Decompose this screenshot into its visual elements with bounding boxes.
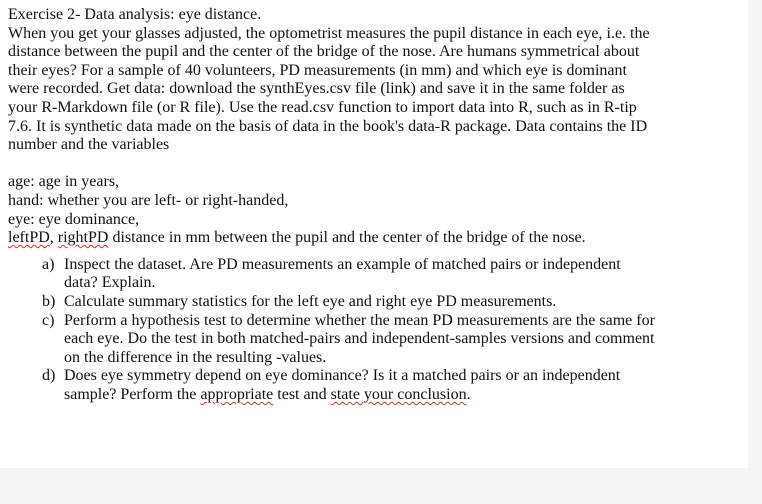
question-d (42, 367, 740, 404)
question-line: Inspect the dataset. Are PD measurements an example of matched pairs or independent (64, 255, 621, 273)
question-a (42, 256, 740, 293)
document-content (8, 6, 740, 404)
question-marker: b) (42, 292, 56, 310)
spellcheck-word-rightpd: rightPD (57, 229, 109, 247)
blank-line (8, 155, 740, 174)
intro-line: were recorded. Get data: download the synthEyes.csv file (link) and save it in the same folder as (8, 80, 625, 98)
question-line: Perform a hypothesis test to determine whether the mean PD measurements are the same for (64, 311, 655, 329)
intro-line: 7.6. It is synthetic data made on the basis of data in the book's data-R package. Data contains the ID (8, 117, 648, 135)
question-line: Does eye symmetry depend on eye dominance? Is it a matched pairs or an independent (64, 367, 621, 385)
variable-age: age: age in years, (8, 173, 120, 191)
question-line: on the difference in the resulting -values. (64, 348, 327, 366)
spellcheck-word-leftpd: leftPD (8, 229, 50, 247)
intro-line: their eyes? For a sample of 40 volunteers, PD measurements (in mm) and which eye is dominant (8, 61, 627, 79)
intro-line: distance between the pupil and the center of the bridge of the nose. Are humans symmetrical about (8, 43, 640, 61)
question-c (42, 312, 740, 368)
question-line (64, 386, 740, 405)
question-marker: d) (42, 367, 56, 385)
variable-pd-separator: , (49, 229, 58, 247)
intro-line: your R-Markdown file (or R file). Use the read.csv function to import data into R, such as in R-tip (8, 98, 637, 116)
question-line: each eye. Do the test in both matched-pairs and independent-samples versions and comment (64, 330, 655, 348)
question-line: Calculate summary statistics for the left eye and right eye PD measurements. (64, 292, 557, 310)
variable-pd-description: distance in mm between the pupil and the center of the bridge of the nose. (108, 229, 586, 247)
spellcheck-word-appropriate: appropriate (200, 385, 274, 403)
question-line: data? Explain. (64, 274, 156, 292)
question-text: sample? Perform the (64, 385, 201, 403)
question-text: test and (273, 385, 331, 403)
question-text: . (466, 385, 471, 403)
question-marker: a) (42, 255, 55, 273)
question-marker: c) (42, 311, 55, 329)
variable-eye: eye: eye dominance, (8, 210, 140, 228)
intro-line: When you get your glasses adjusted, the optometrist measures the pupil distance in each eye, i.e. the (8, 24, 650, 42)
spellcheck-phrase-conclusion: state your conclusion (330, 385, 467, 403)
variable-pd (8, 229, 740, 248)
question-list (42, 256, 740, 405)
variable-hand: hand: whether you are left- or right-handed, (8, 191, 289, 209)
exercise-heading: Exercise 2- Data analysis: eye distance. (8, 6, 262, 23)
intro-line: number and the variables (8, 136, 170, 154)
question-b (42, 293, 740, 312)
